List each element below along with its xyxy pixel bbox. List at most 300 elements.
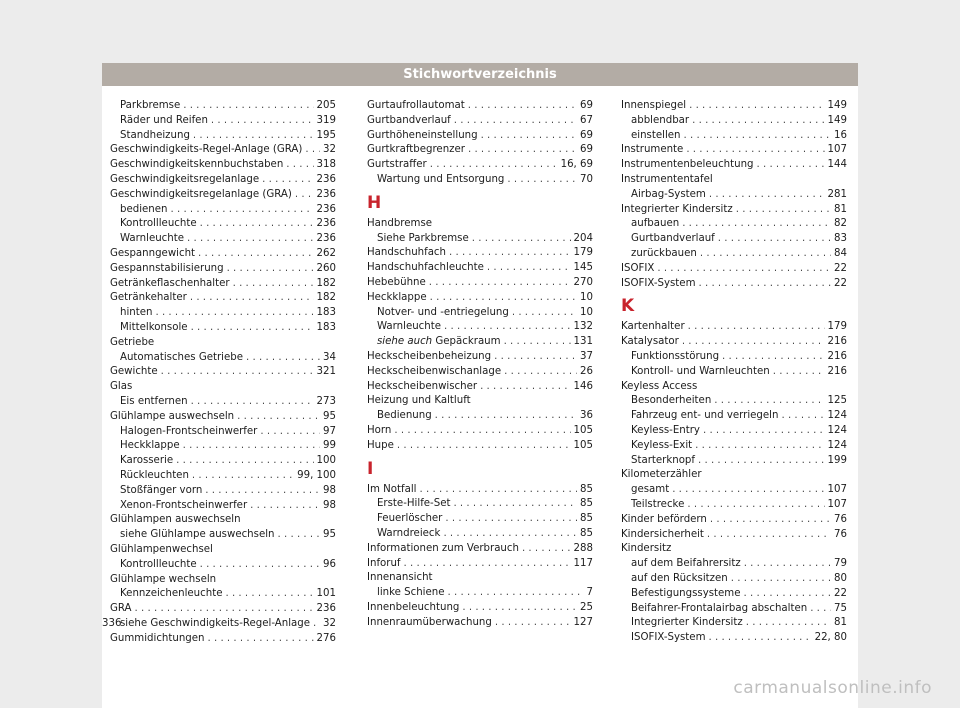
index-subentry [621, 129, 847, 144]
entry-term: Geschwindigkeitskennbuchstaben [110, 159, 284, 171]
entry-page: 205 [316, 100, 336, 111]
dot-leader [709, 188, 825, 203]
entry-term: Getriebe [110, 336, 155, 348]
entry-page: 69 [580, 144, 593, 156]
dot-leader [211, 114, 314, 129]
entry-page: 236 [316, 173, 336, 185]
entry-page: 321 [316, 366, 336, 378]
entry-page: 101 [316, 588, 336, 600]
entry-page: 276 [316, 632, 336, 644]
index-subentry [110, 99, 336, 114]
entry-page: 34 [323, 351, 336, 363]
dot-leader [200, 217, 314, 232]
dot-leader [687, 498, 824, 513]
dot-leader [657, 262, 831, 277]
entry-term: Geschwindigkeits-Regel-Anlage (GRA) [110, 144, 303, 156]
entry-term: Kennzeichenleuchte [120, 588, 223, 600]
index-entry [367, 424, 593, 439]
index-subentry [110, 484, 336, 499]
dot-leader [722, 350, 825, 365]
dot-leader [155, 306, 313, 321]
dot-leader [746, 616, 831, 631]
index-entry [367, 350, 593, 365]
entry-page: 127 [573, 616, 593, 628]
entry-term: Notver- und -entriegelung [377, 306, 509, 318]
entry-term: Räder und Reifen [120, 114, 208, 126]
index-entry [367, 143, 593, 158]
entry-page: 236 [316, 203, 336, 215]
entry-page: 26 [580, 365, 593, 377]
entry-term: abblendbar [631, 114, 690, 126]
entry-term: Horn [367, 424, 392, 436]
entry-term: Glühlampen auswechseln [110, 514, 241, 526]
index-column-1 [110, 99, 336, 646]
entry-page: 318 [316, 159, 336, 171]
index-column-2 [367, 99, 593, 631]
dot-leader [135, 602, 314, 617]
section-letter: K [621, 296, 635, 317]
entry-term: Hupe [367, 439, 394, 451]
dot-leader [278, 528, 321, 543]
index-subentry [110, 587, 336, 602]
entry-page: 125 [827, 395, 847, 407]
entry-term: auf dem Beifahrersitz [631, 558, 741, 570]
index-entry [621, 173, 847, 188]
index-entry [367, 439, 593, 454]
dot-leader [507, 173, 577, 188]
entry-page: 146 [573, 380, 593, 392]
dot-leader [682, 335, 825, 350]
entry-term: Kartenhalter [621, 321, 685, 333]
dot-leader [682, 217, 831, 232]
entry-page: 32 [323, 617, 336, 629]
entry-term: gesamt [631, 484, 670, 496]
index-entry [110, 632, 336, 647]
dot-leader [192, 469, 294, 484]
entry-term: aufbauen [631, 218, 680, 230]
dot-leader [394, 424, 570, 439]
dot-leader [191, 321, 314, 336]
dot-leader [246, 351, 320, 366]
entry-term: Innenspiegel [621, 100, 687, 111]
index-subentry [621, 114, 847, 129]
index-subentry [367, 320, 593, 335]
entry-page: 85 [580, 527, 593, 539]
entry-term: Heizung und Kaltluft [367, 395, 471, 407]
entry-term: Getränkeflaschenhalter [110, 277, 230, 289]
entry-term: Heckscheibenwischanlage [367, 365, 502, 377]
dot-leader [709, 631, 812, 646]
entry-page: 236 [316, 188, 336, 200]
index-entry [621, 380, 847, 395]
index-subentry [110, 203, 336, 218]
dot-leader [454, 114, 577, 129]
entry-page: 236 [316, 233, 336, 245]
entry-page: 36 [580, 410, 593, 422]
index-subentry [621, 424, 847, 439]
entry-page: 105 [573, 439, 593, 451]
entry-page: 183 [316, 321, 336, 333]
index-subentry [110, 469, 336, 484]
entry-term: Gespannstabilisierung [110, 262, 224, 274]
entry-term: Gewichte [110, 366, 158, 378]
entry-page: 85 [580, 513, 593, 525]
index-subentry [367, 497, 593, 512]
entry-page: 98 [323, 484, 336, 496]
dot-leader [227, 262, 314, 277]
entry-term: Heckklappe [367, 291, 427, 303]
index-subentry [621, 454, 847, 469]
entry-page: 179 [573, 247, 593, 259]
dot-leader [444, 320, 571, 335]
entry-term: Getränkehalter [110, 292, 187, 304]
index-entry [110, 410, 336, 425]
index-subentry [621, 572, 847, 587]
entry-term: Gummidichtungen [110, 632, 205, 644]
entry-page: 281 [827, 188, 847, 200]
entry-term: Glas [110, 381, 133, 393]
index-entry [367, 158, 593, 173]
dot-leader [684, 129, 832, 144]
entry-page: 236 [316, 603, 336, 615]
index-entry [110, 380, 336, 395]
entry-page: 132 [573, 321, 593, 333]
dot-leader [161, 365, 314, 380]
entry-term: Instrumente [621, 144, 684, 156]
dot-leader [260, 425, 320, 440]
index-entry [621, 158, 847, 173]
index-subentry [367, 232, 593, 247]
entry-page: 236 [316, 218, 336, 230]
dot-leader [481, 129, 577, 144]
index-subentry [621, 394, 847, 409]
section-letter: I [367, 458, 374, 479]
entry-term: Bedienung [377, 410, 432, 422]
dot-leader [286, 158, 313, 173]
entry-term: Warndreieck [377, 527, 441, 539]
dot-leader [487, 261, 571, 276]
index-entry [110, 173, 336, 188]
entry-term: Teilstrecke [631, 498, 685, 510]
index-entry [367, 261, 593, 276]
index-entry [110, 573, 336, 588]
dot-leader [718, 232, 831, 247]
entry-page: 100 [316, 455, 336, 467]
index-subentry [621, 365, 847, 380]
entry-page: 75 [834, 602, 847, 614]
entry-term: Warnleuchte [120, 233, 185, 245]
dot-leader [695, 439, 824, 454]
dot-leader [193, 129, 314, 144]
entry-page: 97 [323, 425, 336, 437]
index-entry [621, 203, 847, 218]
dot-leader [781, 409, 824, 424]
dot-leader [744, 557, 831, 572]
index-subentry [621, 483, 847, 498]
entry-term: Gespanngewicht [110, 247, 196, 259]
dot-leader [183, 99, 313, 114]
entry-page: 199 [827, 454, 847, 466]
entry-term-italic: siehe auch [377, 336, 433, 348]
entry-page: 10 [580, 306, 593, 318]
entry-page: 82 [834, 218, 847, 230]
entry-page: 22 [834, 277, 847, 289]
entry-term: Befestigungssysteme [631, 587, 741, 599]
dot-leader [504, 365, 577, 380]
entry-page: 95 [323, 529, 336, 541]
index-entry [367, 291, 593, 306]
index-subentry [621, 602, 847, 617]
entry-term: Automatisches Getriebe [120, 351, 244, 363]
entry-page: 76 [834, 528, 847, 540]
entry-page: 22 [834, 587, 847, 599]
index-entry [367, 394, 593, 409]
entry-term: zurückbauen [631, 247, 697, 259]
index-subentry [110, 499, 336, 514]
entry-page: 144 [827, 159, 847, 171]
entry-term: ISOFIX-System [621, 277, 696, 289]
index-entry [621, 468, 847, 483]
entry-page: 22 [834, 262, 847, 274]
page-header-title: Stichwortverzeichnis [102, 63, 858, 86]
entry-page: 270 [573, 276, 593, 288]
entry-term: Instrumentenbeleuchtung [621, 159, 754, 171]
dot-leader [468, 99, 577, 114]
index-entry [621, 335, 847, 350]
entry-page: 67 [580, 114, 593, 126]
index-subentry [367, 306, 593, 321]
dot-leader [468, 143, 577, 158]
index-entry [110, 277, 336, 292]
index-subentry [621, 587, 847, 602]
index-subentry [110, 321, 336, 336]
page-number: 336 [102, 618, 122, 629]
index-subentry [621, 557, 847, 572]
index-subentry [110, 306, 336, 321]
entry-page: 95 [323, 410, 336, 422]
entry-term: Informationen zum Verbrauch [367, 542, 519, 554]
entry-term: Integrierter Kindersitz [621, 203, 733, 215]
entry-term: Im Notfall [367, 483, 417, 495]
dot-leader [688, 320, 825, 335]
dot-leader [731, 572, 831, 587]
index-subentry [367, 527, 593, 542]
entry-page: 182 [316, 277, 336, 289]
entry-term: Glühlampenwechsel [110, 543, 213, 555]
entry-page: 262 [316, 247, 336, 259]
entry-term: Gurtaufrollautomat [367, 100, 465, 111]
entry-page: 131 [573, 336, 593, 348]
entry-term: Rückleuchten [120, 469, 189, 481]
entry-page: 319 [316, 114, 336, 126]
index-subentry [621, 616, 847, 631]
dot-leader [420, 483, 578, 498]
entry-page: 124 [827, 410, 847, 422]
index-subentry [621, 350, 847, 365]
entry-term: Instrumententafel [621, 173, 713, 185]
dot-leader [430, 291, 577, 306]
dot-leader [757, 158, 825, 173]
dot-leader [225, 587, 313, 602]
index-subentry [621, 188, 847, 203]
entry-term: Fahrzeug ent- und verriegeln [631, 410, 779, 422]
entry-page: 149 [827, 100, 847, 111]
dot-leader [305, 143, 320, 158]
index-subentry [621, 409, 847, 424]
index-entry [110, 365, 336, 380]
dot-leader [397, 439, 571, 454]
index-subentry [621, 439, 847, 454]
entry-term: siehe Glühlampe auswechseln [120, 529, 275, 541]
entry-term: Beifahrer-Frontalairbag abschalten [631, 602, 808, 614]
entry-term: Heckklappe [120, 440, 180, 452]
index-subentry [367, 512, 593, 527]
entry-term: Keyless-Exit [631, 439, 693, 451]
entry-page: 85 [580, 498, 593, 510]
dot-leader [190, 291, 314, 306]
dot-leader [495, 616, 571, 631]
dot-leader [237, 410, 320, 425]
entry-page: 288 [573, 542, 593, 554]
entry-term: Kontrollleuchte [120, 558, 197, 570]
index-subentry [110, 114, 336, 129]
entry-page: 107 [827, 144, 847, 156]
index-entry [621, 143, 847, 158]
entry-term: Heckscheibenbeheizung [367, 350, 492, 362]
entry-page: 69 [580, 129, 593, 141]
index-entry [110, 513, 336, 528]
index-subentry [367, 173, 593, 188]
dot-leader [233, 277, 314, 292]
dot-leader [462, 601, 577, 616]
index-entry [621, 262, 847, 277]
entry-term: Geschwindigkeitsregelanlage [110, 173, 260, 185]
entry-page: 84 [834, 247, 847, 259]
entry-page: 99 [323, 440, 336, 452]
index-entry [110, 336, 336, 351]
entry-term: Funktionsstörung [631, 350, 720, 362]
entry-page: 98 [323, 499, 336, 511]
dot-leader [449, 246, 571, 261]
entry-term: Stoßfänger vorn [120, 484, 203, 496]
dot-leader [810, 602, 831, 617]
entry-term: Erste-Hilfe-Set [377, 498, 451, 510]
index-subentry [367, 335, 593, 350]
entry-term: ISOFIX [621, 262, 655, 274]
entry-page: 107 [827, 498, 847, 510]
dot-leader [714, 394, 824, 409]
index-entry [367, 380, 593, 395]
entry-term: Warnleuchte [377, 321, 442, 333]
index-entry [621, 513, 847, 528]
entry-term: Feuerlöscher [377, 513, 443, 525]
dot-leader [295, 188, 314, 203]
entry-term: Gurtkraftbegrenzer [367, 144, 465, 156]
entry-page: 149 [827, 114, 847, 126]
entry-term: Heckscheibenwischer [367, 380, 478, 392]
index-entry [367, 217, 593, 232]
entry-page: 37 [580, 350, 593, 362]
dot-leader [472, 232, 571, 247]
dot-leader [522, 542, 571, 557]
dot-leader [435, 409, 577, 424]
index-entry [621, 320, 847, 335]
index-entry [367, 542, 593, 557]
entry-term: Gurtstraffer [367, 159, 427, 171]
entry-page: 69 [580, 100, 593, 111]
entry-page: 16, 69 [560, 159, 593, 171]
entry-page: 80 [834, 572, 847, 584]
index-entry [621, 99, 847, 114]
entry-term: Kilometerzähler [621, 469, 702, 481]
index-subentry [110, 454, 336, 469]
index-subentry [110, 232, 336, 247]
dot-leader [430, 158, 558, 173]
dot-leader [250, 499, 320, 514]
dot-leader [170, 203, 313, 218]
index-subentry [110, 558, 336, 573]
dot-leader [710, 513, 831, 528]
entry-term: Hebebühne [367, 276, 426, 288]
entry-term: siehe Geschwindigkeits-Regel-Anlage [120, 617, 311, 629]
index-entry [110, 188, 336, 203]
entry-page: 117 [573, 557, 593, 569]
entry-term: Kindersicherheit [621, 528, 704, 540]
dot-leader [191, 395, 314, 410]
entry-term: Keyless Access [621, 380, 698, 392]
dot-leader [443, 527, 577, 542]
dot-leader [494, 350, 577, 365]
dot-leader [198, 247, 314, 262]
index-subentry [110, 425, 336, 440]
entry-term: Starterknopf [631, 454, 695, 466]
entry-page: 96 [323, 558, 336, 570]
index-entry [110, 158, 336, 173]
dot-leader [707, 528, 831, 543]
entry-term: Gurthöheneinstellung [367, 129, 478, 141]
entry-term: Besonderheiten [631, 395, 712, 407]
entry-term: Innenbeleuchtung [367, 601, 460, 613]
entry-page: 204 [573, 232, 593, 244]
entry-page: 145 [573, 262, 593, 274]
dot-leader [672, 483, 824, 498]
entry-page: 124 [827, 424, 847, 436]
entry-term: Gurtbandverlauf [367, 114, 451, 126]
entry-term: auf den Rücksitzen [631, 572, 728, 584]
index-entry [621, 542, 847, 557]
index-subentry [621, 631, 847, 646]
entry-term: Handschuhfach [367, 247, 446, 259]
entry-page: 124 [827, 439, 847, 451]
entry-term: Kontrollleuchte [120, 218, 197, 230]
dot-leader [698, 454, 825, 469]
dot-leader [453, 497, 577, 512]
index-subentry [110, 217, 336, 232]
entry-term: Innenansicht [367, 572, 433, 584]
dot-leader [512, 306, 577, 321]
entry-term: Keyless-Entry [631, 424, 700, 436]
entry-page: 22, 80 [814, 632, 847, 644]
entry-page: 81 [834, 203, 847, 215]
entry-page: 10 [580, 291, 593, 303]
entry-page: 216 [827, 350, 847, 362]
index-subentry [110, 439, 336, 454]
index-entry [367, 571, 593, 586]
index-entry [367, 129, 593, 144]
entry-page: 85 [580, 483, 593, 495]
index-entry [110, 291, 336, 306]
watermark: carmanualsonline.info [733, 678, 932, 698]
